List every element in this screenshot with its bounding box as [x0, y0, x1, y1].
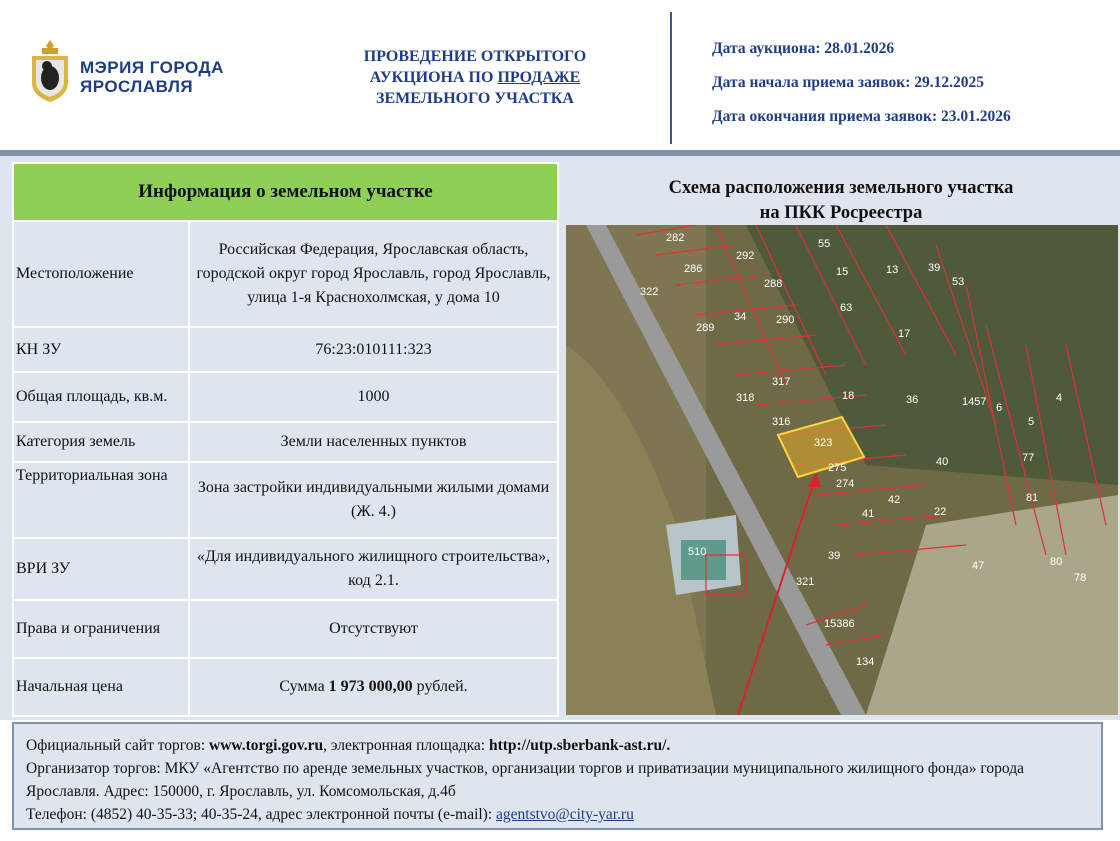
title-part2: ЗЕМЕЛЬНОГО УЧАСТКА — [376, 90, 574, 107]
parcel-label: 63 — [840, 302, 853, 314]
parcel-label: 318 — [736, 392, 755, 404]
footer-contacts — [26, 803, 1089, 826]
price-suffix: рублей. — [412, 678, 468, 695]
parcel-label: 317 — [772, 376, 791, 388]
parcel-label: 5 — [1028, 416, 1035, 428]
parcel-label: 36 — [906, 394, 919, 406]
page-title — [330, 46, 620, 109]
row-key: Категория земель — [13, 422, 189, 462]
email-link[interactable]: agentstvo@city-yar.ru — [496, 806, 634, 823]
parcel-label: 77 — [1022, 452, 1035, 464]
row-key: ВРИ ЗУ — [13, 538, 189, 600]
title-part1: ПРОВЕДЕНИЕ ОТКРЫТОГО АУКЦИОНА ПО — [363, 48, 587, 86]
row-key: Начальная цена — [13, 658, 189, 716]
parcel-label: 81 — [1026, 492, 1039, 504]
parcel-label: 4 — [1056, 392, 1063, 404]
parcel-label: 274 — [836, 478, 855, 490]
parcel-label: 22 — [934, 506, 947, 518]
table-row — [13, 221, 558, 327]
map-title-line1: Схема расположения земельного участка — [668, 178, 1014, 198]
parcel-label: 13 — [886, 264, 899, 276]
row-value: 76:23:010111:323 — [189, 327, 558, 372]
parcel-label: 1457 — [962, 396, 987, 408]
row-key: Местоположение — [13, 221, 189, 327]
row-value: Отсутствуют — [189, 600, 558, 658]
parcel-label: 290 — [776, 314, 795, 326]
parcel-label: 39 — [828, 550, 841, 562]
row-value: Зона застройки индивидуальными жилыми домами (Ж. 4.) — [189, 462, 558, 538]
parcel-label: 53 — [952, 276, 965, 288]
platform-label: , электронная площадка: — [323, 737, 489, 754]
row-key: Общая площадь, кв.м. — [13, 372, 189, 422]
parcel-label: 316 — [772, 416, 791, 428]
site-label: Официальный сайт торгов: — [26, 737, 210, 754]
table-row — [13, 600, 558, 658]
map-title — [566, 176, 1116, 226]
price-prefix: Сумма — [279, 678, 329, 695]
header — [0, 0, 1120, 150]
parcel-label: 15 — [836, 266, 849, 278]
table-row — [13, 422, 558, 462]
footer-line1 — [26, 734, 1089, 757]
site-link[interactable]: www.torgi.gov.ru — [209, 737, 324, 754]
parcel-label: 134 — [856, 656, 875, 668]
title-underlined: ПРОДАЖЕ — [497, 69, 581, 86]
parcel-label: 6 — [996, 402, 1003, 414]
parcel-label: 78 — [1074, 572, 1087, 584]
org-name-line1: МЭРИЯ ГОРОДА — [80, 58, 224, 77]
cadastral-map — [566, 225, 1118, 715]
table-heading: Информация о земельном участке — [13, 163, 558, 221]
organizer-info — [12, 722, 1103, 830]
parcel-label: 41 — [862, 508, 875, 520]
parcel-label: 80 — [1050, 556, 1063, 568]
table-row — [13, 372, 558, 422]
table-row — [13, 538, 558, 600]
parcel-label: 322 — [640, 286, 659, 298]
parcel-label: 55 — [818, 238, 831, 250]
parcel-label: 510 — [688, 546, 707, 558]
auction-date: Дата аукциона: 28.01.2026 — [712, 40, 895, 57]
table-row — [13, 462, 558, 538]
platform-link[interactable]: http://utp.sberbank-ast.ru/. — [488, 737, 671, 754]
applications-start: Дата начала приема заявок: 29.12.2025 — [712, 74, 984, 91]
parcel-label: 39 — [928, 262, 941, 274]
parcel-label: 17 — [898, 328, 911, 340]
parcel-label: 282 — [666, 232, 685, 244]
parcel-label: 47 — [972, 560, 985, 572]
org-name-line2: ЯРОСЛАВЛЯ — [80, 77, 194, 96]
main-content — [0, 160, 1120, 720]
parcel-label: 42 — [888, 494, 901, 506]
contacts-label: Телефон: (4852) 40-35-33; 40-35-24, адрес электронной почты (e-mail): — [26, 806, 497, 823]
row-value: 1000 — [189, 372, 558, 422]
price-amount: 1 973 000,00 — [328, 678, 413, 695]
row-value: Российская Федерация, Ярославская область, городской округ город Ярославль, город Ярославль, улица 1-я Краснохолмская, у дома 10 — [189, 221, 558, 327]
row-value: «Для индивидуального жилищного строительства», код 2.1. — [189, 538, 558, 600]
row-value — [189, 658, 558, 716]
row-value: Земли населенных пунктов — [189, 422, 558, 462]
row-key: Права и ограничения — [13, 600, 189, 658]
map-title-line2: на ПКК Росреестра — [759, 203, 923, 223]
parcel-label: 321 — [796, 576, 815, 588]
applications-end: Дата окончания приема заявок: 23.01.2026 — [712, 108, 1011, 125]
row-key: Территориальная зона — [13, 462, 189, 538]
row-key: КН ЗУ — [13, 327, 189, 372]
parcel-label: 15386 — [824, 618, 855, 630]
parcel-label: 288 — [764, 278, 783, 290]
parcel-label: 292 — [736, 250, 755, 262]
dates-block — [712, 40, 1011, 142]
parcel-label: 40 — [936, 456, 949, 468]
parcel-label: 18 — [842, 390, 855, 402]
parcel-label: 286 — [684, 263, 703, 275]
parcel-label: 34 — [734, 311, 747, 323]
table-row — [13, 327, 558, 372]
mayor-logo — [28, 38, 248, 108]
parcel-label: 289 — [696, 322, 715, 334]
organizer-text: Организатор торгов: МКУ «Агентство по аренде земельных участков, организации торгов и приватизации муниципального жилищного фонда» города Ярославля. Адрес: 150000, г. Ярославль, ул. Комсомольская, д.4б — [26, 760, 1024, 800]
highlight-parcel-label: 323 — [814, 437, 833, 449]
parcel-label: 275 — [828, 462, 847, 474]
header-divider — [670, 12, 672, 144]
map-image — [566, 225, 1118, 715]
parcel-info-table — [12, 162, 559, 717]
table-row — [13, 658, 558, 716]
coat-of-arms-icon — [28, 38, 72, 104]
